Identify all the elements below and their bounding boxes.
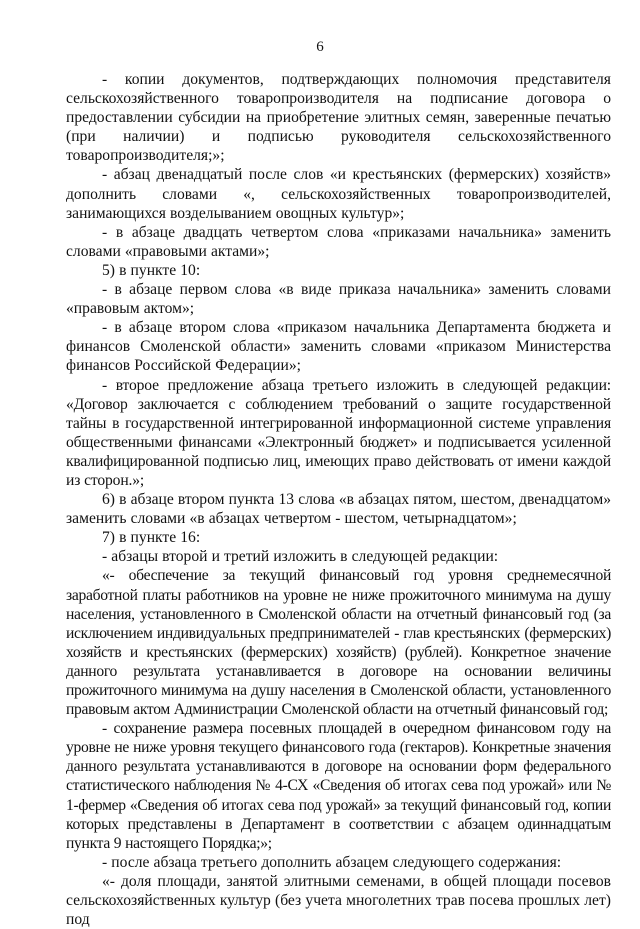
paragraph-item-5-second: - в абзаце втором слова «приказом начальника Департамента бюджета и финансов Смоленской области» заменить словами «приказом Министерства финансов Российской Федерации»;: [66, 319, 611, 375]
paragraph-item-7-intro: - абзацы второй и третий изложить в следующей редакции:: [102, 548, 499, 566]
paragraph-item-5: 5) в пункте 10:: [102, 261, 201, 279]
paragraph-abzac-12: - абзац двенадцатый после слов «и крестьянских (фермерских) хозяйств» дополнить словами «, сельскохозяйственных товаропроизводителей, занимающихся возделыванием овощных культур»;: [66, 166, 611, 222]
paragraph-item-5-third: - второе предложение абзаца третьего изложить в следующей редакции: «Договор заключается с соблюдением требований о защите государственной тайны в государственной интегрированной информационной системе управления общественными финансами «Электронный бюджет» и подписывается усиленной квалифицированной подписью лиц, имеющих право действовать от имени каждой из сторон.»;: [66, 376, 611, 489]
document-body: [66, 70, 611, 929]
paragraph-item-7: 7) в пункте 16:: [102, 529, 201, 547]
paragraph-item-5-first: - в абзаце первом слова «в виде приказа начальника» заменить словами «правовым актом»;: [66, 281, 611, 318]
paragraph-abzac-24: - в абзаце двадцать четвертом слова «приказами начальника» заменить словами «правовыми актами»;: [66, 223, 611, 260]
paragraph-documents-copies: - копии документов, подтверждающих полномочия представителя сельскохозяйственного товаропроизводителя на подписание договора о предоставлении субсидии на приобретение элитных семян, заверенные печатью (при наличии) и подписью руководителя сельскохозяйственного товаропроизводителя;»;: [66, 71, 611, 165]
paragraph-add-abzac: - после абзаца третьего дополнить абзацем следующего содержания:: [102, 853, 562, 871]
paragraph-sown-area-result: - сохранение размера посевных площадей в очередном финансовом году на уровне не ниже уровня текущего финансового года (гектаров). Конкретные значения данного результата устанавливаются в договоре на основании форм федерального статистического наблюдения № 4-СХ «Сведения об итогах сева под урожай» или № 1-фермер «Сведения об итогах сева под урожай» за текущий финансовый год, копии которых представлены в Департамент в соответствии с абзацем одиннадцатым пункта 9 настоящего Порядка;»;: [66, 720, 611, 852]
page-number: 6: [316, 39, 324, 55]
paragraph-elite-seeds-share: «- доля площади, занятой элитными семенами, в общей площади посевов сельскохозяйственных культур (без учета многолетних трав посева прошлых лет) под: [66, 872, 611, 929]
paragraph-salary-result: «- обеспечение за текущий финансовый год уровня среднемесячной заработной платы работников на уровне не ниже прожиточного минимума на душу населения, установленного в Смоленской области на отчетный финансовый год (за исключением индивидуальных предпринимателей - глав крестьянских (фермерских) хозяйств и крестьянских (фермерских) хозяйств) (рублей). Конкретное значение данного результата устанавливается в договоре на основании величины прожиточного минимума на душу населения в Смоленской области, установленного правовым актом Администрации Смоленской области на отчетный финансовый год;: [66, 567, 611, 719]
paragraph-item-6: 6) в абзаце втором пункта 13 слова «в абзацах пятом, шестом, двенадцатом» заменить словами «в абзацах четвертом - шестом, четырнадцатом»;: [66, 491, 611, 528]
